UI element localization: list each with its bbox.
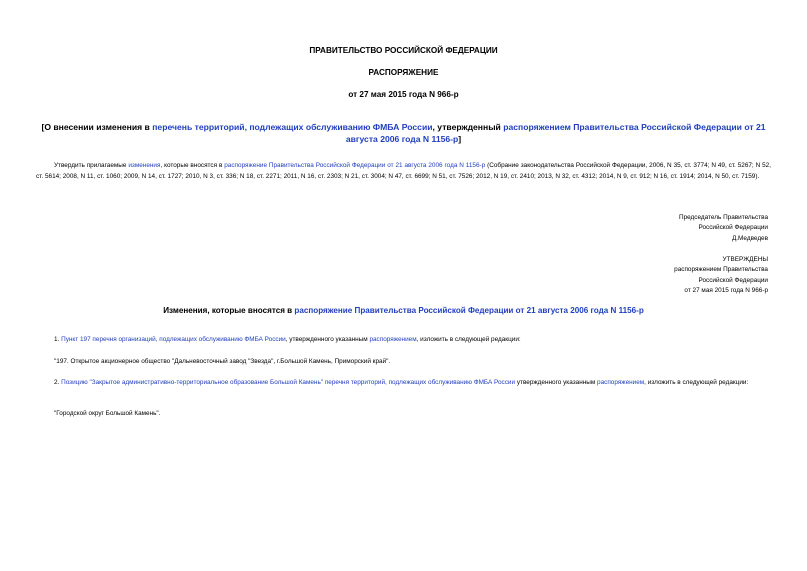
document-date-number: от 27 мая 2015 года N 966-р [348,90,459,99]
item-2-new-text: "Городской округ Большой Камень". [54,410,161,417]
changes-link[interactable]: изменения [128,162,161,169]
item-1-new-text: "197. Открытое акционерное общество "Дальневосточный завод "Звезда", г.Большой Камень, Приморский край". [54,358,391,365]
signature-block [679,213,768,244]
intro-text-1: Утвердить прилагаемые [54,162,129,169]
intro-text-2: , которые вносятся в [160,162,225,169]
territory-list-link[interactable]: перечень территорий, подлежащих обслуживанию ФМБА России [152,122,433,132]
changes-title [36,306,771,315]
intro-paragraph [36,161,771,182]
item-2-order-link[interactable]: распоряжением [597,379,645,386]
item-2-link[interactable]: Позицию "Закрытое административно-территориальное образование Большой Камень" перечня территорий, подлежащих обслуживанию ФМБА России [61,379,516,386]
changes-title-text: Изменения, которые вносятся в [163,306,295,315]
document-type-heading: РАСПОРЯЖЕНИЕ [368,68,439,77]
item-2 [36,378,771,389]
intro-text-3: (Собрание законодательства Российской Федерации, 2006, N 35, ст. 3774; N 49, ст. 5267; N 52, ст. 5614; 2008, N 11, ст. 1060; 2009, N 14, ст. 1727; 2010, N 3, ст. 336; N 18, ст. 2271; 2011, N 16, ст. 2303; N 21, ст. 3004; N 47, ст. 6699; N 51, ст. 7526; 2012, N 19, ст. 2410; 2013, N 32, ст. 4312; 2014, N 9, ст. 912; N 16, ст. 1914; 2014, N 50, ст. 7159). [36,162,771,180]
title-middle-text: , утвержденный [432,122,504,132]
item-1-number: 1. [54,336,62,343]
title-close-text: ] [458,134,462,144]
document-title [36,121,771,145]
order-1156-link[interactable]: распоряжением Правительства Российской Федерации от 21 августа 2006 года N 1156-р [345,122,766,144]
changes-title-link[interactable]: распоряжение Правительства Российской Федерации от 21 августа 2006 года N 1156-р [294,306,644,315]
item-1-order-link[interactable]: распоряжением [369,336,417,343]
approval-block [674,255,768,297]
item-2-text-1: утвержденного указанным [515,379,598,386]
signature-position: Председатель Правительства [679,214,768,221]
item-1-link[interactable]: Пункт 197 перечня организаций, подлежащих обслуживанию ФМБА России [61,336,286,343]
approval-heading: УТВЕРЖДЕНЫ [722,256,768,263]
item-1-text-2: , изложить в следующей редакции: [416,336,521,343]
item-2-number: 2. [54,379,62,386]
item-2-text-2: , изложить в следующей редакции: [644,379,749,386]
signature-country: Российской Федерации [698,224,768,232]
approval-by: распоряжением Правительства [674,266,768,274]
item-1 [54,336,521,343]
approval-country: Российской Федерации [698,276,768,284]
government-heading: ПРАВИТЕЛЬСТВО РОССИЙСКОЙ ФЕДЕРАЦИИ [309,46,498,55]
item-1-text-1: , утвержденного указанным [285,336,370,343]
signature-name: Д.Медведев [731,234,768,242]
approval-date: от 27 мая 2015 года N 966-р [684,287,768,295]
title-open-text: [О внесении изменения в [41,122,153,132]
order-1156-intro-link[interactable]: распоряжение Правительства Российской Федерации от 21 августа 2006 года N 1156-р [224,162,486,169]
